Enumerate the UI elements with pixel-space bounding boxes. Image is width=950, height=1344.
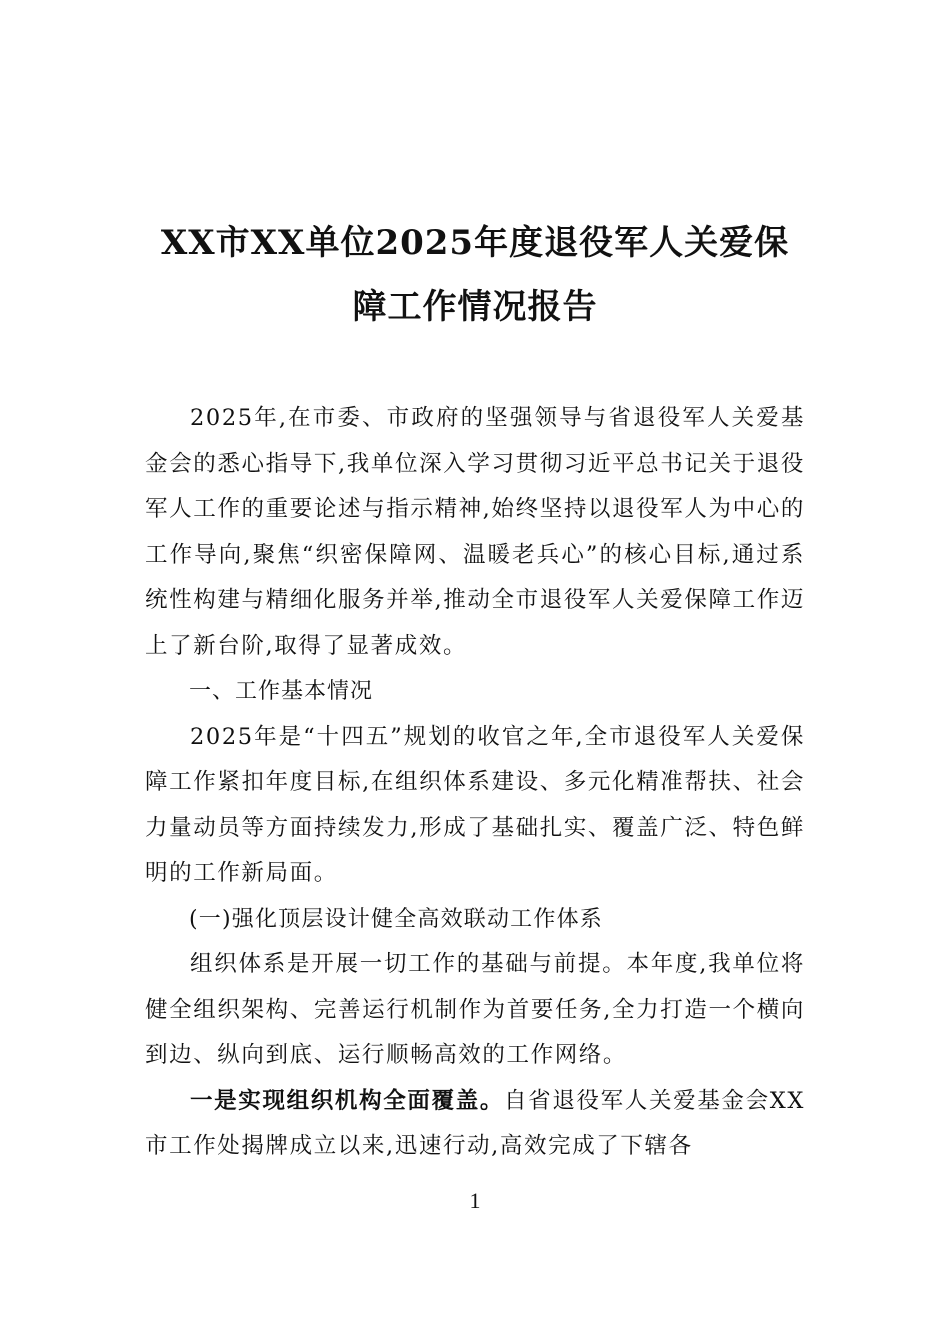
point-1-lead: 一是实现组织机构全面覆盖。 [190,1087,505,1114]
intro-paragraph: 2025年,在市委、市政府的坚强领导与省退役军人关爱基金会的悉心指导下,我单位深入学习贯彻习近平总书记关于退役军人工作的重要论述与指示精神,始终坚持以退役军人为中心的工作导向,聚焦“织密保障网、温暖老兵心”的核心目标,通过系统性构建与精细化服务并举,推动全市退役军人关爱保障工作迈上了新台阶,取得了显著成效。 [145,405,805,659]
title-line-2: 障工作情况报告 [352,286,598,327]
document-body [145,396,805,1170]
page-number: 1 [469,1188,481,1213]
subsection-1-heading: (一)强化顶层设计健全高效联动工作体系 [189,906,603,932]
section-1-heading: 一、工作基本情况 [189,679,374,704]
subsection-1-paragraph: 组织体系是开展一切工作的基础与前提。本年度,我单位将健全组织架构、完善运行机制作为首要任务,全力打造一个横向到边、纵向到底、运行顺畅高效的工作网络。 [145,951,805,1068]
title-line-1: XX市XX单位2025年度退役军人关爱保 [160,222,790,263]
point-1-paragraph [145,1079,805,1170]
document-title [120,211,830,339]
section-1-paragraph: 2025年是“十四五”规划的收官之年,全市退役军人关爱保障工作紧扣年度目标,在组织体系建设、多元化精准帮扶、社会力量动员等方面持续发力,形成了基础扎实、覆盖广泛、特色鲜明的工作新局面。 [145,723,805,886]
point-1-text: 自省退役军人关爱基金会XX市工作处揭牌成立以来,迅速行动,高效完成了下辖各 [145,1087,805,1159]
